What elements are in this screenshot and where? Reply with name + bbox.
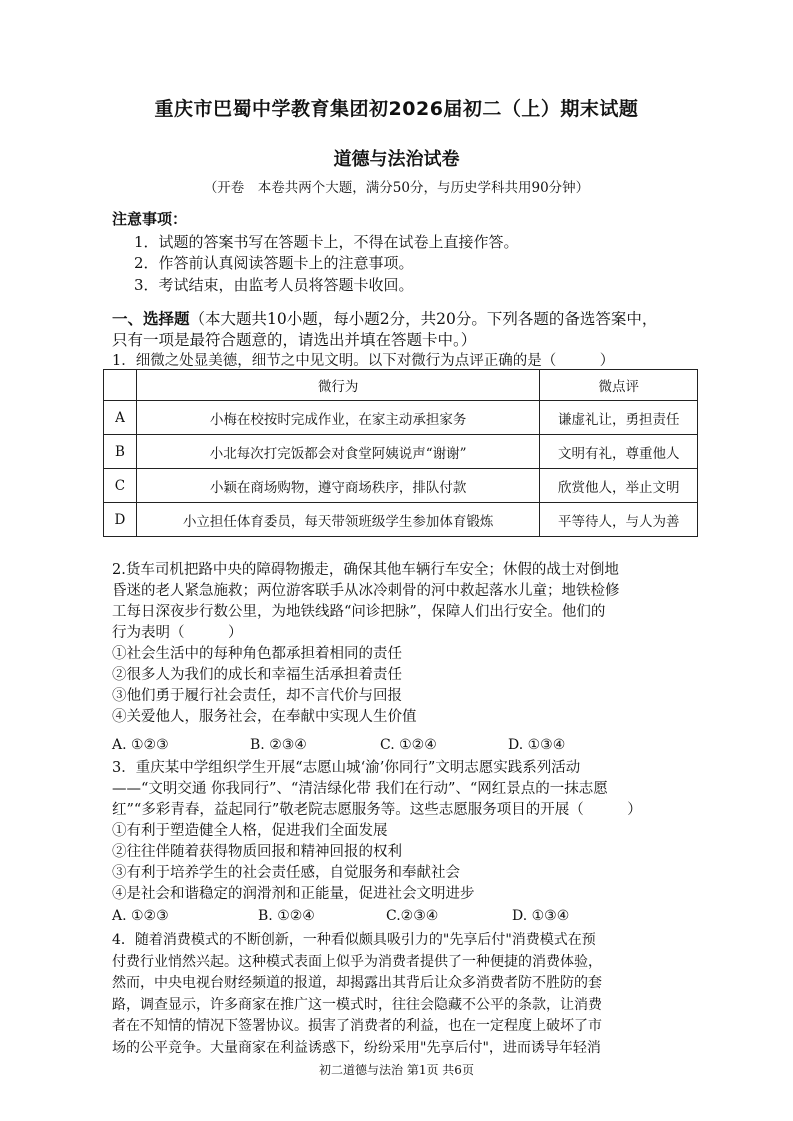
stem-line: 昏迷的老人紧急施救；两位游客联手从冰冷刺骨的河中救起落水儿童；地铁检修	[112, 583, 620, 599]
table-cell-behavior: 小北每次打完饭都会对食堂阿姨说声“谢谢”	[136, 435, 540, 469]
option-d: D. ①③④	[508, 737, 566, 753]
table-cell-comment: 平等待人，与人为善	[540, 503, 698, 537]
table-cell-comment: 欣赏他人，举止文明	[540, 469, 698, 503]
table-cell-comment: 谦虚礼让，勇担责任	[540, 401, 698, 435]
statement: ④关爱他人，服务社会，在奉献中实现人生价值	[112, 709, 417, 725]
option-d: D. ①③④	[512, 908, 570, 924]
stem-line: 场的公平竞争。大量商家在利益诱惑下，纷纷采用"先享后付"，进而诱导年轻消	[112, 1039, 601, 1056]
section-header	[112, 307, 682, 329]
table-row	[104, 435, 698, 469]
option-c: C. ①②④	[380, 737, 437, 753]
stem-line: 然而，中央电视台财经频道的报道，却揭露出其背后让众多消费者防不胜防的套	[112, 975, 602, 991]
table-row	[104, 503, 698, 537]
stem-line: 2.货车司机把路中央的障碍物搬走，确保其他车辆行车安全；休假的战士对倒地	[112, 562, 619, 578]
table-cell-behavior: 小颖在商场购物，遵守商场秩序，排队付款	[136, 469, 540, 503]
stem-line: ——“文明交通 你我同行”、“清洁绿化带 我们在行动”、“网红景点的一抹志愿	[112, 781, 608, 797]
notice-item: 3．考试结束，由监考人员将答题卡收回。	[134, 276, 414, 294]
option-c: C.②③④	[386, 908, 439, 924]
table-cell-behavior: 小梅在校按时完成作业，在家主动承担家务	[136, 401, 540, 435]
stem-line: 路，调查显示，许多商家在推广这一模式时，往往会隐藏不公平的条款，让消费	[112, 996, 602, 1013]
statement: ①社会生活中的每种角色都承担着相同的责任	[112, 646, 402, 662]
option-a: A. ①②③	[112, 737, 169, 753]
notice-item: 2．作答前认真阅读答题卡上的注意事项。	[134, 254, 414, 272]
question-4-stem	[112, 930, 686, 1059]
statement: ②往往伴随着获得物质回报和精神回报的权利	[112, 844, 402, 860]
exam-subtitle: 道德与法治试卷	[333, 149, 460, 170]
table-cell-behavior: 小立担任体育委员，每天带领班级学生参加体育锻炼	[136, 503, 540, 537]
table-header-cell	[104, 370, 137, 401]
table-header-cell: 微行为	[136, 370, 540, 401]
option-a: A. ①②③	[112, 908, 169, 924]
table-header-cell: 微点评	[540, 370, 698, 401]
option-b: B. ①②④	[258, 908, 315, 924]
section-desc-2: 只有一项是最符合题意的，请选出并填在答题卡中。）	[112, 331, 477, 349]
table-cell-option: A	[104, 401, 137, 435]
statement: ④是社会和谐稳定的润滑剂和正能量，促进社会文明进步	[112, 886, 475, 902]
question-1-table	[103, 369, 698, 537]
table-row	[104, 469, 698, 503]
option-b: B. ②③④	[250, 737, 307, 753]
table-header-row	[104, 370, 698, 401]
statement: ②很多人为我们的成长和幸福生活承担着责任	[112, 667, 402, 683]
exam-title: 重庆市巴蜀中学教育集团初2026届初二（上）期末试题	[154, 98, 639, 120]
stem-line: 者在不知情的情况下签署协议。损害了消费者的利益，也在一定程度上破坏了市	[112, 1018, 602, 1034]
statement: ③他们勇于履行社会责任，却不言代价与回报	[112, 688, 402, 704]
table-cell-comment: 文明有礼，尊重他人	[540, 435, 698, 469]
section-desc: （本大题共10小题，每小题2分，共20分。下列各题的备选答案中，	[189, 310, 658, 328]
question-2-stem	[112, 560, 686, 728]
question-1-stem: 1．细微之处显美德，细节之中见文明。以下对微行为点评正确的是（ ）	[112, 353, 615, 369]
statement: ③有利于培养学生的社会责任感，自觉服务和奉献社会	[112, 865, 460, 881]
notice-item: 1．试题的答案书写在答题卡上，不得在试卷上直接作答。	[134, 233, 519, 251]
notice-heading: 注意事项：	[112, 210, 188, 228]
page-footer: 初二道德与法治 第1页 共6页	[319, 1063, 474, 1077]
table-cell-option: C	[104, 469, 137, 503]
stem-line: 4．随着消费模式的不断创新，一种看似颇具吸引力的"先享后付"消费模式在预	[112, 932, 596, 948]
stem-line: 行为表明（ ）	[112, 625, 243, 641]
stem-line: 工每日深夜步行数公里，为地铁线路“问诊把脉”，保障人们出行安全。他们的	[112, 604, 606, 620]
question-3-stem	[112, 758, 686, 905]
section-label: 一、选择题	[112, 310, 190, 328]
table-row	[104, 401, 698, 435]
stem-line: 红”“多彩青春，益起同行”敬老院志愿服务等。这些志愿服务项目的开展（ ）	[112, 802, 642, 818]
table-cell-option: D	[104, 503, 137, 537]
exam-note: （开卷 本卷共两个大题，满分50分，与历史学科共用90分钟）	[203, 180, 590, 196]
stem-line: 付费行业悄然兴起。这种模式表面上似乎为消费者提供了一种便捷的消费体验，	[112, 953, 602, 970]
statement: ①有利于塑造健全人格，促进我们全面发展	[112, 823, 388, 839]
stem-line: 3．重庆某中学组织学生开展“志愿山城‘渝’你同行”文明志愿实践系列活动	[112, 760, 581, 776]
table-cell-option: B	[104, 435, 137, 469]
